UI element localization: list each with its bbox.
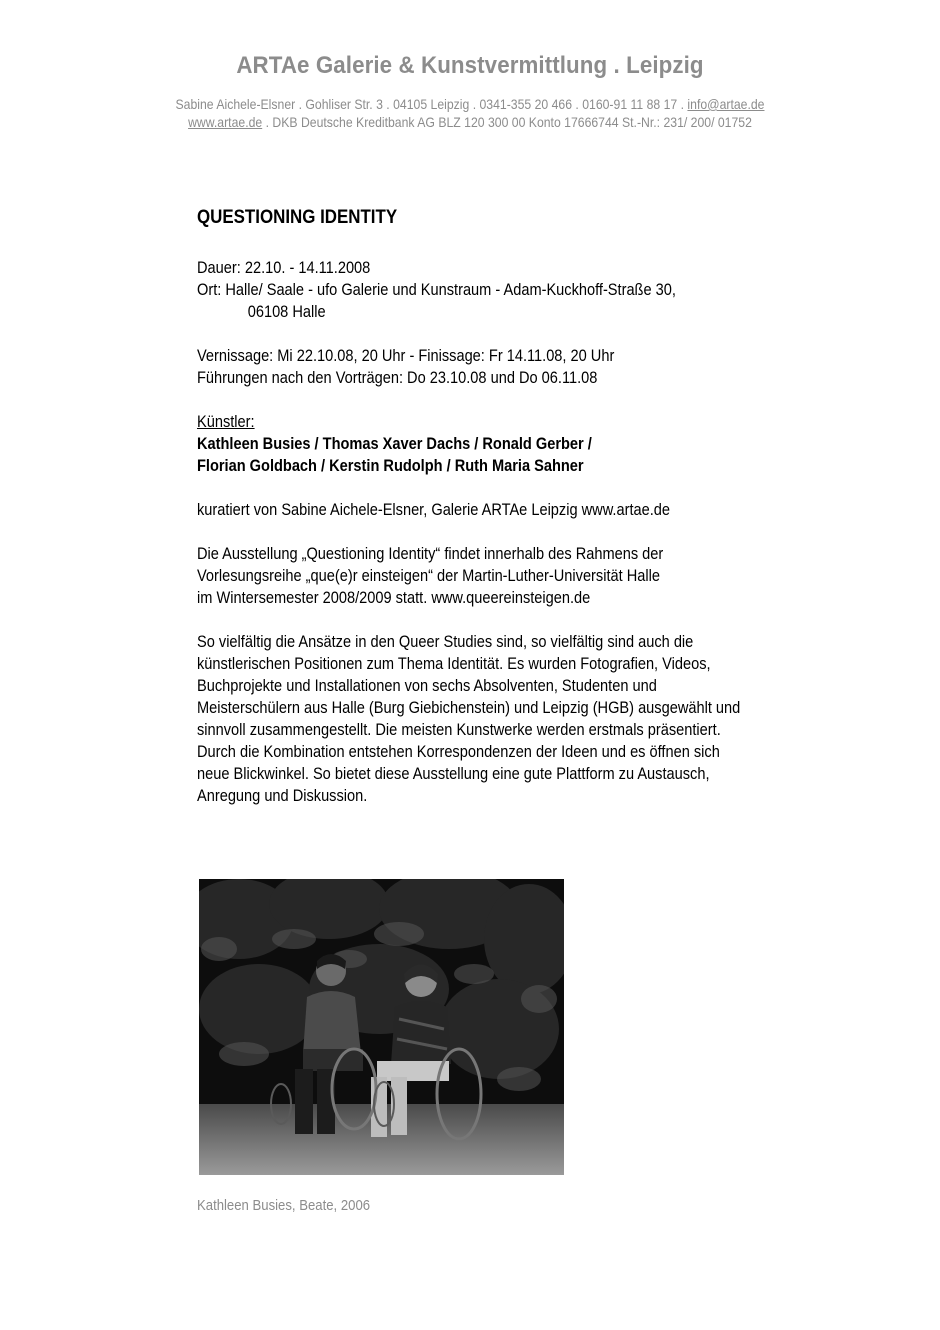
para1-line: im Wintersemester 2008/2009 statt. www.queereinsteigen.de bbox=[197, 589, 591, 607]
exhibition-title: QUESTIONING IDENTITY bbox=[197, 207, 398, 228]
para1-line: Vorlesungsreihe „que(e)r einsteigen“ der Martin-Luther-Universität Halle bbox=[197, 567, 660, 585]
para2-line: Anregung und Diskussion. bbox=[197, 787, 368, 805]
bank-line bbox=[47, 114, 893, 132]
para1-line: Die Ausstellung „Questioning Identity“ findet innerhalb des Rahmens der bbox=[197, 545, 664, 563]
photo-caption: Kathleen Busies, Beate, 2006 bbox=[197, 1198, 371, 1214]
artwork-photo bbox=[199, 879, 564, 1175]
location-line1: Ort: Halle/ Saale - ufo Galerie und Kunstraum - Adam-Kuckhoff-Straße 30, bbox=[197, 281, 676, 299]
contact-address: Sabine Aichele-Elsner . Gohliser Str. 3 . 04105 Leipzig . 0341-355 20 466 . 0160-91 11 88 17 . bbox=[175, 97, 688, 112]
para2-line: sinnvoll zusammengestellt. Die meisten Kunstwerke werden erstmals präsentiert. bbox=[197, 721, 721, 739]
duration: Dauer: 22.10. - 14.11.2008 bbox=[197, 259, 371, 277]
para2-line: Durch die Kombination entstehen Korrespondenzen der Ideen und es öffnen sich bbox=[197, 743, 720, 761]
contact-line bbox=[47, 96, 893, 114]
letterhead bbox=[0, 52, 940, 132]
artists-label: Künstler: bbox=[197, 413, 255, 431]
para2-line: Meisterschülern aus Halle (Burg Giebichenstein) und Leipzig (HGB) ausgewählt und bbox=[197, 699, 741, 717]
curated-by: kuratiert von Sabine Aichele-Elsner, Galerie ARTAe Leipzig www.artae.de bbox=[197, 501, 671, 519]
photo-illustration bbox=[199, 879, 564, 1175]
gallery-title: ARTAe Galerie & Kunstvermittlung . Leipzig bbox=[236, 52, 704, 79]
artists-line2: Florian Goldbach / Kerstin Rudolph / Ruth Maria Sahner bbox=[197, 457, 584, 475]
bank-details: . DKB Deutsche Kreditbank AG BLZ 120 300 00 Konto 17666744 St.-Nr.: 231/ 200/ 01752 bbox=[262, 115, 752, 130]
vernissage: Vernissage: Mi 22.10.08, 20 Uhr - Finissage: Fr 14.11.08, 20 Uhr bbox=[197, 347, 615, 365]
location-line2: 06108 Halle bbox=[247, 303, 326, 321]
para2-line: Buchprojekte und Installationen von sechs Absolventen, Studenten und bbox=[197, 677, 657, 695]
artists-line1: Kathleen Busies / Thomas Xaver Dachs / Ronald Gerber / bbox=[197, 435, 592, 453]
tours: Führungen nach den Vorträgen: Do 23.10.08 und Do 06.11.08 bbox=[197, 369, 598, 387]
para2-line: künstlerischen Positionen zum Thema Identität. Es wurden Fotografien, Videos, bbox=[197, 655, 711, 673]
website-link[interactable]: www.artae.de bbox=[188, 115, 263, 130]
para2-line: neue Blickwinkel. So bietet diese Ausstellung eine gute Plattform zu Austausch, bbox=[197, 765, 710, 783]
para2-line: So vielfältig die Ansätze in den Queer Studies sind, so vielfältig sind auch die bbox=[197, 633, 694, 651]
email-link[interactable]: info@artae.de bbox=[687, 97, 765, 112]
